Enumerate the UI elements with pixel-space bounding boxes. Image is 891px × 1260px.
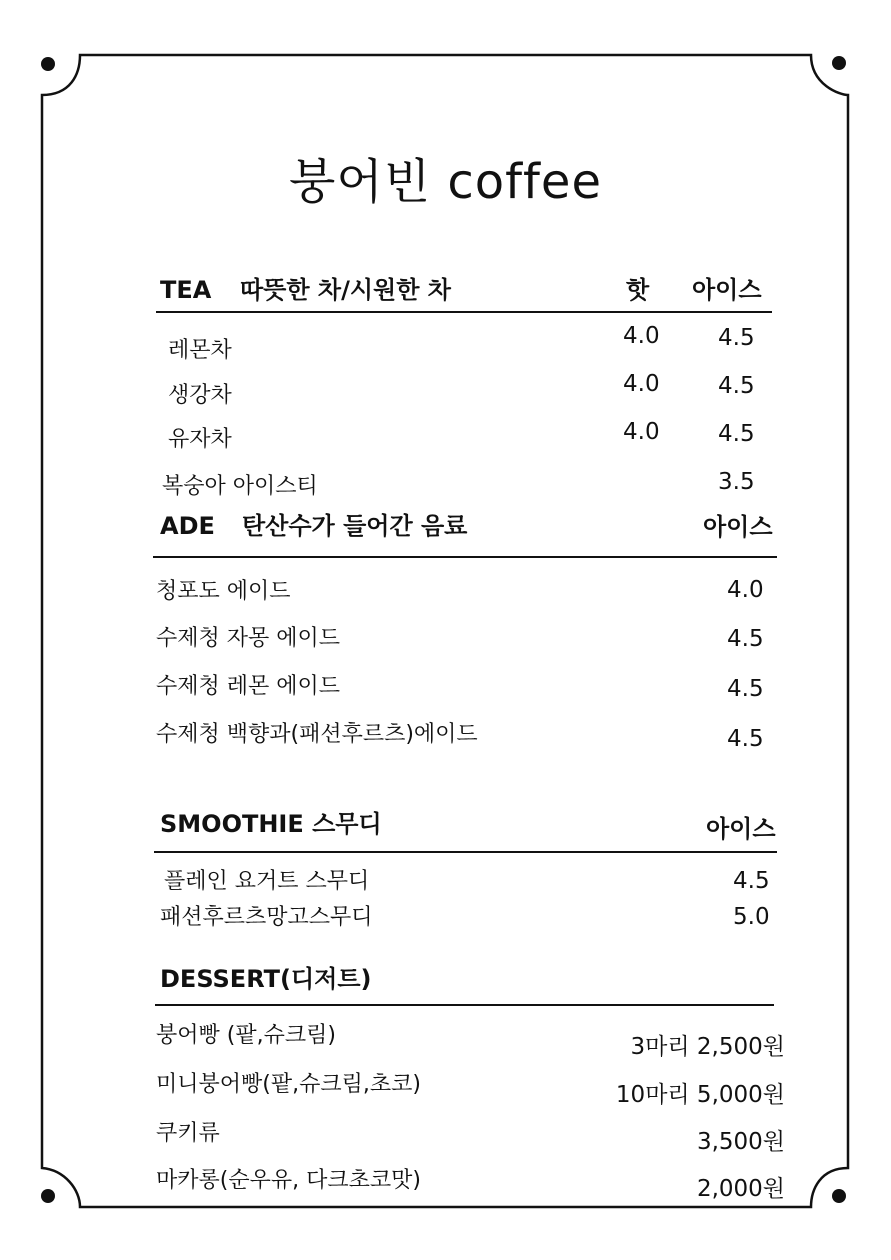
ade-item-name: 수제청 레몬 에이드 [156,674,341,699]
smoothie-item-name: 플레인 요거트 스무디 [164,869,370,894]
tea-section-label: TEA [160,276,212,304]
dessert-item-price: 3마리 2,500원 [630,1034,785,1060]
ade-item-price: 4.0 [727,577,764,603]
ade-item-price: 4.5 [727,676,764,702]
smoothie-ice-column-header: 아이스 [706,815,776,843]
menu-title: 붕어빈 coffee [289,154,602,210]
tea-item-hot-price: 4.0 [623,371,660,397]
tea-item-ice-price: 3.5 [718,469,755,495]
tea-section-desc: 따뜻한 차/시원한 차 [240,276,451,304]
dessert-header-rule [155,1004,774,1006]
tea-item-name: 생강차 [168,383,232,408]
ade-item-name: 수제청 백향과(패션후르츠)에이드 [156,722,478,747]
smoothie-header-rule [154,851,777,853]
smoothie-item-name: 패션후르츠망고스무디 [160,905,373,930]
smoothie-item-price: 4.5 [733,868,770,894]
corner-dot-bottom-right [832,1189,846,1203]
dessert-item-name: 마카롱(순우유, 다크초코맛) [156,1168,421,1193]
dessert-section-label: DESSERT(디저트) [160,965,372,993]
corner-dot-top-right [832,56,846,70]
dessert-item-price: 10마리 5,000원 [615,1082,785,1108]
ade-item-price: 4.5 [727,626,764,652]
ade-item-name: 청포도 에이드 [156,579,291,604]
tea-header-rule [156,311,772,313]
dessert-item-price: 3,500원 [696,1129,785,1155]
dessert-item-price: 2,000원 [696,1176,785,1202]
dessert-item-name: 미니붕어빵(팥,슈크림,초코) [156,1072,421,1097]
tea-item-hot-price: 4.0 [623,419,660,445]
smoothie-section-label: SMOOTHIE 스무디 [160,810,382,838]
dessert-item-name: 붕어빵 (팥,슈크림) [156,1023,336,1048]
ade-section-desc: 탄산수가 들어간 음료 [242,512,468,540]
tea-ice-column-header: 아이스 [692,276,762,304]
ade-ice-column-header: 아이스 [703,513,773,541]
ade-section-label: ADE [160,512,215,540]
tea-item-name: 유자차 [168,427,232,452]
tea-item-name: 레몬차 [168,338,232,363]
ade-item-price: 4.5 [727,726,764,752]
dessert-item-name: 쿠키류 [156,1121,220,1146]
tea-item-name: 복숭아 아이스티 [162,474,318,499]
smoothie-item-price: 5.0 [733,904,770,930]
ade-header-rule [153,556,777,558]
corner-dot-top-left [41,57,55,71]
tea-hot-column-header: 핫 [626,276,650,304]
corner-dot-bottom-left [41,1189,55,1203]
tea-item-ice-price: 4.5 [718,421,755,447]
tea-item-ice-price: 4.5 [718,373,755,399]
ade-item-name: 수제청 자몽 에이드 [156,626,341,651]
tea-item-hot-price: 4.0 [623,323,660,349]
tea-item-ice-price: 4.5 [718,325,755,351]
